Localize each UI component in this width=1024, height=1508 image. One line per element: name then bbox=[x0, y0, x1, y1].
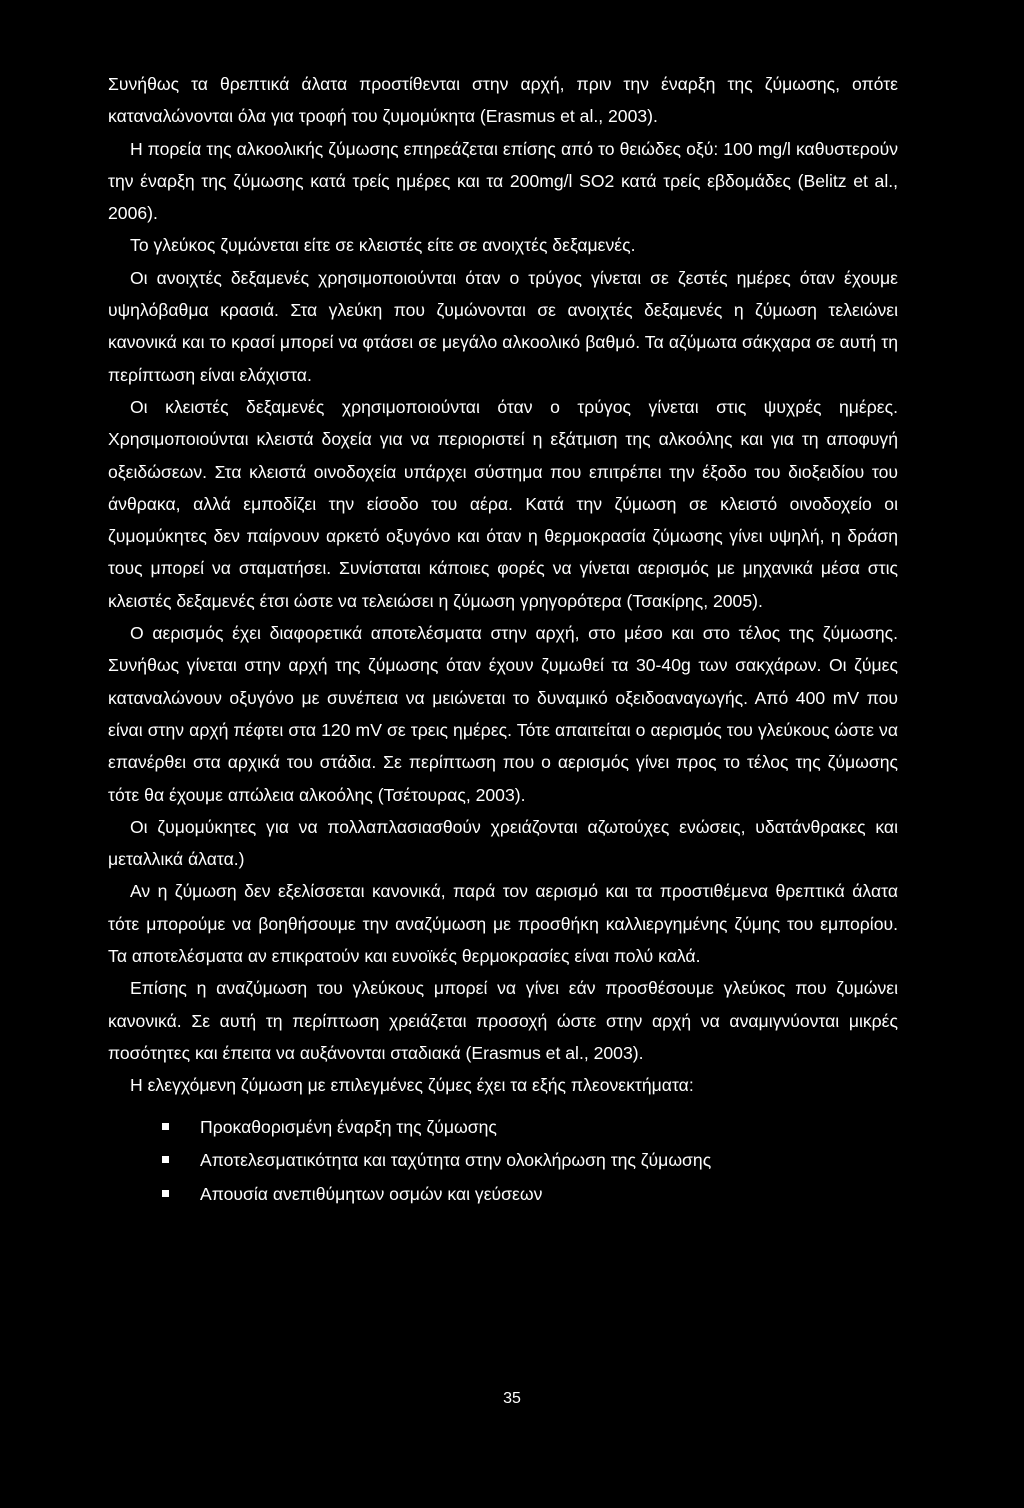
paragraph: Οι κλειστές δεξαμενές χρησιμοποιούνται όταν ο τρύγος γίνεται στις ψυχρές ημέρες. Χρησιμοποιούνται κλειστά δοχεία για να περιοριστεί η εξάτμιση της αλκοόλης και για τη αποφυγή οξειδώσεων. Στα κλειστά οινοδοχεία υπάρχει σύστημα που επιτρέπει την έξοδο του διοξειδίου του άνθρακα, αλλά εμποδίζει την είσοδο του αέρα. Κατά την ζύμωση σε κλειστό οινοδοχείο οι ζυμομύκητες δεν παίρνουν αρκετό οξυγόνο και όταν η θερμοκρασία ζύμωσης γίνει υψηλή, η δράση τους μπορεί να σταματήσει. Συνίσταται κάποιες φορές να γίνεται αερισμός με μηχανικά μέσα στις κλειστές δεξαμενές έτσι ώστε να τελειώσει η ζύμωση γρηγορότερα (Τσακίρης, 2005). bbox=[108, 396, 898, 611]
square-bullet-icon bbox=[162, 1123, 169, 1130]
paragraph: Οι ανοιχτές δεξαμενές χρησιμοποιούνται όταν ο τρύγος γίνεται σε ζεστές ημέρες όταν έχουμε υψηλόβαθμα κρασιά. Στα γλεύκη που ζυμώνονται σε ανοιχτές δεξαμενές η ζύμωση τελειώνει κανονικά και το κρασί μπορεί να φτάσει σε μεγάλο αλκοολικό βαθμό. Τα αζύμωτα σάκχαρα σε αυτή τη περίπτωση είναι ελάχιστα. bbox=[108, 267, 898, 385]
square-bullet-icon bbox=[162, 1156, 169, 1163]
paragraph: Το γλεύκος ζυμώνεται είτε σε κλειστές είτε σε ανοιχτές δεξαμενές. bbox=[130, 235, 636, 256]
paragraph: Ο αερισμός έχει διαφορετικά αποτελέσματα στην αρχή, στο μέσο και στο τέλος της ζύμωσης. Συνήθως γίνεται στην αρχή της ζύμωσης όταν έχουν ζυμωθεί τα 30-40g των σακχάρων. Οι ζύμες καταναλώνουν οξυγόνο με συνέπεια να μειώνεται το δυναμικό οξειδοαναγωγής. Από 400 mV που είναι στην αρχή πέφτει στα 120 mV σε τρεις ημέρες. Τότε απαιτείται ο αερισμός του γλεύκους ώστε να επανέρθει στα αρχικά του στάδια. Σε περίπτωση που ο αερισμός γίνει προς το τέλος της ζύμωσης τότε θα έχουμε απώλεια αλκοόλης (Τσέτουρας, 2003). bbox=[108, 623, 898, 805]
paragraph: Αν η ζύμωση δεν εξελίσσεται κανονικά, παρά τον αερισμό και τα προστιθέμενα θρεπτικά άλατα τότε μπορούμε να βοηθήσουμε την αναζύμωση με προσθήκη καλλιεργημένης ζύμης του εμπορίου. Τα αποτελέσματα αν επικρατούν και ευνοϊκές θερμοκρασίες είναι πολύ καλά. bbox=[108, 881, 898, 967]
paragraph: Η πορεία της αλκοολικής ζύμωσης επηρεάζεται επίσης από το θειώδες οξύ: 100 mg/l καθυστερούν την έναρξη της ζύμωσης κατά τρείς ημέρες και τα 200mg/l SO2 κατά τρείς εβδομάδες (Belitz et al., 2006). bbox=[108, 138, 898, 224]
page-number: 35 bbox=[503, 1390, 521, 1407]
paragraph: Επίσης η αναζύμωση του γλεύκους μπορεί να γίνει εάν προσθέσουμε γλεύκος που ζυμώνει κανονικά. Σε αυτή τη περίπτωση χρειάζεται προσοχή ώστε στην αρχή να αναμιγνύονται μικρές ποσότητες και έπειτα να αυξάνονται σταδιακά (Erasmus et al., 2003). bbox=[108, 978, 898, 1063]
paragraph: Η ελεγχόμενη ζύμωση με επιλεγμένες ζύμες έχει τα εξής πλεονεκτήματα: bbox=[130, 1075, 694, 1096]
square-bullet-icon bbox=[162, 1190, 169, 1197]
list-item-text: Προκαθορισμένη έναρξη της ζύμωσης bbox=[200, 1116, 497, 1137]
list-item bbox=[162, 1111, 898, 1145]
list-item bbox=[162, 1178, 898, 1212]
list-item-text: Απουσία ανεπιθύμητων οσμών και γεύσεων bbox=[200, 1183, 543, 1204]
paragraph: Οι ζυμομύκητες για να πολλαπλασιασθούν χρειάζονται αζωτούχες ενώσεις, υδατάνθρακες και μεταλλικά άλατα.) bbox=[108, 816, 898, 870]
document-page bbox=[108, 68, 898, 1211]
advantages-list bbox=[108, 1111, 898, 1212]
list-item bbox=[162, 1144, 898, 1178]
list-item-text: Αποτελεσματικότητα και ταχύτητα στην ολοκλήρωση της ζύμωσης bbox=[200, 1150, 712, 1170]
paragraph: Συνήθως τα θρεπτικά άλατα προστίθενται στην αρχή, πριν την έναρξη της ζύμωσης, οπότε καταναλώνονται όλα για τροφή του ζυμομύκητα (Erasmus et al., 2003). bbox=[108, 74, 898, 127]
